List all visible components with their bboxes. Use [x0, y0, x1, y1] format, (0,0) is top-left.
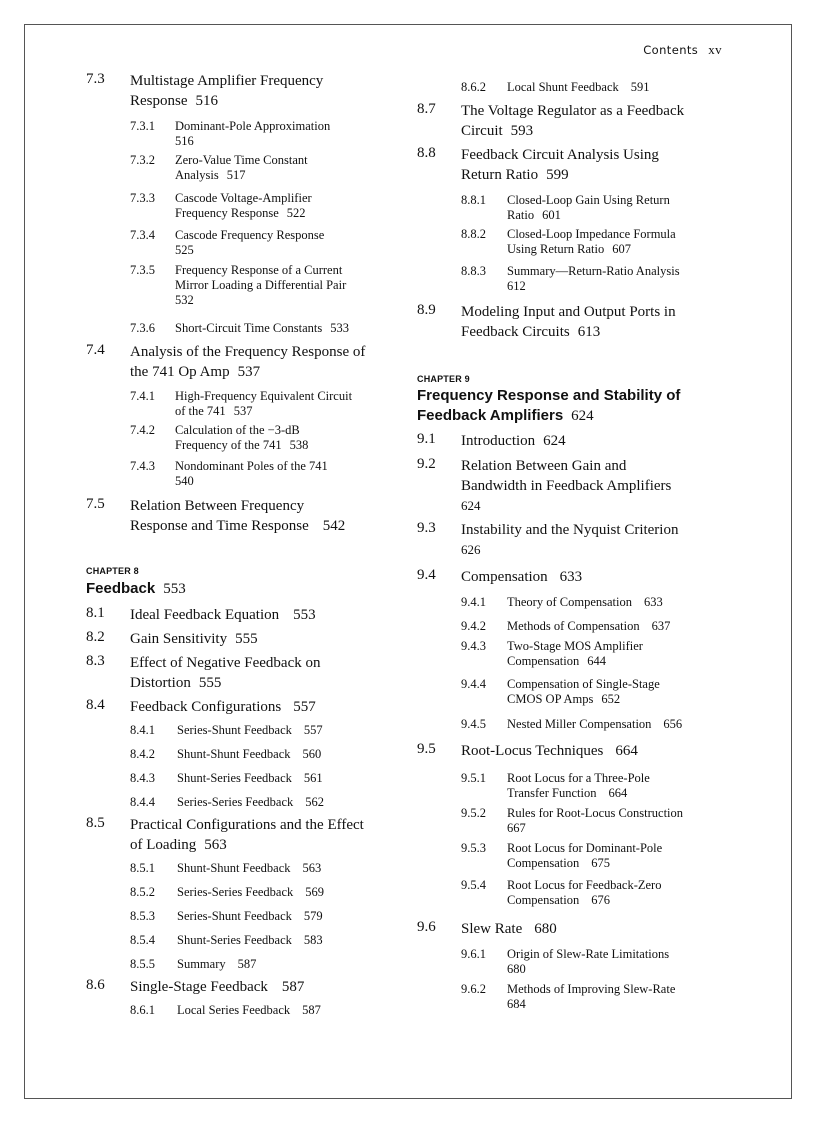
section-number: 7.4 [86, 342, 105, 358]
subsection-title: Origin of Slew-Rate Limitations 680 [507, 947, 670, 976]
chapter-title[interactable]: Frequency Response and Stability of Feedback Amplifiers 624 [417, 387, 681, 424]
subsection-title: Shunt-Shunt Feedback 563 [177, 861, 322, 875]
subsection-number: 8.8.3 [461, 264, 486, 278]
page-number: 553 [163, 581, 186, 597]
subsection-title: Local Series Feedback 587 [177, 1003, 321, 1017]
section-number: 9.6 [417, 919, 436, 935]
page-number: 644 [587, 654, 606, 668]
subsection-title: Root Locus for Dominant-Pole Compensation 675 [507, 841, 663, 870]
section-number: 8.6 [86, 977, 105, 993]
section-title: Compensation 633 [461, 569, 583, 585]
subsection-title: Shunt-Shunt Feedback 560 [177, 747, 322, 761]
section-number: 8.9 [417, 302, 436, 318]
subsection-number: 8.5.3 [130, 909, 155, 923]
page-number: 516 [175, 134, 194, 148]
page-number: 637 [651, 619, 671, 633]
page-number: 656 [663, 717, 683, 731]
subsection-number: 9.4.4 [461, 677, 486, 691]
subsection-number: 9.5.4 [461, 878, 486, 892]
subsection-title: Local Shunt Feedback 591 [507, 80, 650, 94]
section-title: Effect of Negative Feedback on Distortion 555 [130, 655, 321, 691]
section-number: 9.2 [417, 456, 436, 472]
subsection-number: 7.3.4 [130, 228, 155, 242]
section-title: The Voltage Regulator as a Feedback Circuit 593 [461, 103, 685, 139]
page-number: 579 [303, 909, 323, 923]
subsection-number: 9.4.2 [461, 619, 486, 633]
subsection-number: 8.6.1 [130, 1003, 155, 1017]
page-number: 555 [235, 631, 258, 647]
section-title: Relation Between Gain and Bandwidth in Feedback Amplifiers 624 [461, 458, 672, 513]
page-number: 587 [302, 1003, 321, 1017]
page-number: 612 [507, 279, 526, 293]
page-number: 561 [303, 771, 323, 785]
page-number: 599 [546, 167, 569, 183]
subsection-title: Root Locus for Feedback-Zero Compensation 676 [507, 878, 662, 907]
subsection-number: 8.8.2 [461, 227, 486, 241]
subsection-number: 8.8.1 [461, 193, 486, 207]
subsection-title: Closed-Loop Gain Using Return Ratio 601 [507, 193, 670, 222]
subsection-title: Short-Circuit Time Constants 533 [175, 321, 349, 335]
section-title: Single-Stage Feedback 587 [130, 979, 305, 995]
section-title: Instability and the Nyquist Criterion 626 [461, 522, 679, 557]
subsection-title: Summary 587 [177, 957, 257, 971]
subsection-number: 9.5.3 [461, 841, 486, 855]
page-number: 525 [175, 243, 194, 257]
subsection-title: Nested Miller Compensation 656 [507, 717, 683, 731]
section-number: 9.1 [417, 431, 436, 447]
section-title: Gain Sensitivity 555 [130, 631, 258, 647]
subsection-title: Nondominant Poles of the 741 540 [175, 459, 328, 488]
subsection-title: Zero-Value Time Constant Analysis 517 [175, 153, 308, 182]
section-title: Ideal Feedback Equation 553 [130, 607, 316, 623]
subsection-number: 7.4.2 [130, 423, 155, 437]
page-number: 587 [281, 979, 305, 995]
subsection-number: 8.5.5 [130, 957, 155, 971]
section-number: 8.5 [86, 815, 105, 831]
section-number: 7.3 [86, 71, 105, 87]
page-number: 613 [577, 324, 601, 340]
subsection-title: Cascode Frequency Response 525 [175, 228, 325, 257]
page-number: 569 [305, 885, 325, 899]
subsection-number: 8.5.1 [130, 861, 155, 875]
page-number: 624 [571, 408, 594, 424]
section-number: 8.8 [417, 145, 436, 161]
section-title: Slew Rate 680 [461, 921, 557, 937]
section-title: Relation Between Frequency Response and Time Response 542 [130, 498, 346, 534]
page-number: 626 [461, 542, 481, 557]
section-title: Analysis of the Frequency Response of the 741 Op Amp 537 [130, 344, 366, 380]
section-title: Practical Configurations and the Effect of Loading 563 [130, 817, 364, 853]
section-number: 9.4 [417, 567, 436, 583]
subsection-title: Series-Shunt Feedback 557 [177, 723, 323, 737]
section-number: 7.5 [86, 496, 105, 512]
section-title: Multistage Amplifier Frequency Response 516 [130, 73, 324, 109]
section-title: Modeling Input and Output Ports in Feedback Circuits 613 [461, 304, 676, 340]
section-title: Feedback Configurations 557 [130, 699, 316, 715]
page-number: 563 [204, 837, 227, 853]
page-number: 601 [542, 208, 561, 222]
subsection-title: Compensation of Single-Stage CMOS OP Amps 652 [507, 677, 660, 706]
subsection-number: 9.4.1 [461, 595, 486, 609]
subsection-title: Dominant-Pole Approximation 516 [175, 119, 331, 148]
subsection-title: Summary—Return-Ratio Analysis 612 [507, 264, 680, 293]
page-number: 593 [510, 123, 534, 139]
subsection-title: Rules for Root-Locus Construction 667 [507, 806, 684, 835]
subsection-number: 9.5.2 [461, 806, 486, 820]
page-number: 553 [293, 607, 316, 623]
subsection-number: 9.6.2 [461, 982, 486, 996]
page-number: 664 [608, 786, 628, 800]
page-number: 633 [643, 595, 663, 609]
subsection-title: Series-Series Feedback 569 [177, 885, 325, 899]
subsection-title: Methods of Improving Slew-Rate 684 [507, 982, 676, 1011]
page-number: 587 [237, 957, 257, 971]
section-number: 9.5 [417, 741, 436, 757]
section-number: 8.7 [417, 101, 436, 117]
page-number: 560 [302, 747, 322, 761]
subsection-title: Shunt-Series Feedback 583 [177, 933, 323, 947]
chapter-label: CHAPTER 9 [417, 374, 470, 384]
page-number: 517 [226, 168, 246, 182]
page-number: 607 [612, 242, 631, 256]
subsection-number: 9.4.3 [461, 639, 486, 653]
subsection-title: Series-Series Feedback 562 [177, 795, 325, 809]
running-header [643, 42, 722, 58]
subsection-number: 7.3.2 [130, 153, 155, 167]
subsection-number: 8.5.4 [130, 933, 155, 947]
section-number: 9.3 [417, 520, 436, 536]
subsection-number: 7.3.3 [130, 191, 155, 205]
section-number: 8.1 [86, 605, 105, 621]
subsection-title: Two-Stage MOS Amplifier Compensation 644 [507, 639, 643, 668]
page-number: 538 [289, 438, 309, 452]
chapter-title[interactable]: Feedback 553 [86, 580, 186, 597]
subsection-number: 8.4.1 [130, 723, 155, 737]
subsection-title: Shunt-Series Feedback 561 [177, 771, 323, 785]
subsection-number: 8.4.4 [130, 795, 155, 809]
page-number: 533 [330, 321, 349, 335]
page-number: 675 [591, 856, 610, 870]
page-number: 667 [507, 821, 526, 835]
subsection-title: Frequency Response of a Current Mirror Loading a Differential Pair 532 [175, 263, 347, 307]
page-number: 680 [507, 962, 526, 976]
chapter-label: CHAPTER 8 [86, 566, 139, 576]
header-page-number: xv [708, 42, 722, 57]
page-number: 557 [303, 723, 323, 737]
subsection-title: Series-Shunt Feedback 579 [177, 909, 323, 923]
subsection-number: 9.5.1 [461, 771, 486, 785]
page-number: 537 [233, 404, 253, 418]
subsection-number: 8.6.2 [461, 80, 486, 94]
subsection-number: 7.3.5 [130, 263, 155, 277]
page-number: 664 [615, 743, 638, 759]
subsection-title: Closed-Loop Impedance Formula Using Return Ratio 607 [507, 227, 676, 256]
page-number: 591 [630, 80, 650, 94]
page-number: 537 [237, 364, 261, 380]
subsection-title: Methods of Compensation 637 [507, 619, 671, 633]
subsection-number: 7.3.6 [130, 321, 155, 335]
page-number: 624 [461, 498, 481, 513]
section-number: 8.3 [86, 653, 105, 669]
subsection-title: High-Frequency Equivalent Circuit of the 741 537 [175, 389, 353, 418]
section-title: Feedback Circuit Analysis Using Return Ratio 599 [461, 147, 659, 183]
page-number: 562 [305, 795, 325, 809]
page-number: 540 [175, 474, 194, 488]
page-number: 583 [303, 933, 323, 947]
page-number: 563 [302, 861, 322, 875]
subsection-number: 7.4.1 [130, 389, 155, 403]
subsection-number: 8.5.2 [130, 885, 155, 899]
subsection-title: Cascode Voltage-Amplifier Frequency Response 522 [175, 191, 312, 220]
page-number: 557 [293, 699, 316, 715]
page-number: 624 [543, 433, 566, 449]
page-number: 684 [507, 997, 526, 1011]
page-number: 633 [559, 569, 583, 585]
page-number: 680 [534, 921, 557, 937]
page-number: 652 [601, 692, 621, 706]
page-number: 532 [175, 293, 194, 307]
page-number: 555 [198, 675, 222, 691]
subsection-number: 9.4.5 [461, 717, 486, 731]
page-number: 522 [286, 206, 306, 220]
subsection-number: 7.4.3 [130, 459, 155, 473]
section-title: Introduction 624 [461, 433, 566, 449]
subsection-title: Theory of Compensation 633 [507, 595, 663, 609]
page-number: 516 [195, 93, 218, 109]
page-number: 676 [591, 893, 610, 907]
section-title: Root-Locus Techniques 664 [461, 743, 638, 759]
subsection-title: Calculation of the −3-dB Frequency of the 741 538 [175, 423, 309, 452]
subsection-number: 8.4.3 [130, 771, 155, 785]
page-number: 542 [322, 518, 346, 534]
subsection-title: Root Locus for a Three-Pole Transfer Function 664 [507, 771, 650, 800]
section-number: 8.4 [86, 697, 105, 713]
subsection-number: 7.3.1 [130, 119, 155, 133]
subsection-number: 8.4.2 [130, 747, 155, 761]
header-title: Contents [643, 43, 699, 57]
section-number: 8.2 [86, 629, 105, 645]
subsection-number: 9.6.1 [461, 947, 486, 961]
